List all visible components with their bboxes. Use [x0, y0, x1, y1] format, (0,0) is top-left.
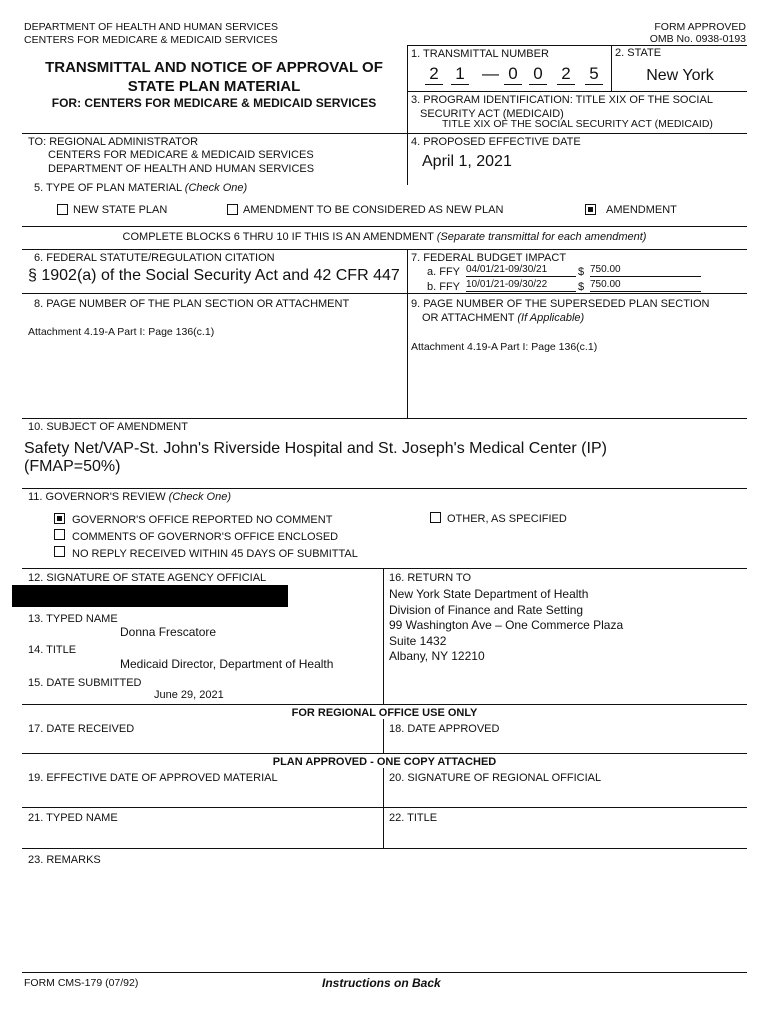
- rule: [22, 226, 747, 227]
- federal-statute-value[interactable]: § 1902(a) of the Social Security Act and 42 CFR 447: [28, 267, 400, 284]
- transmittal-digit: 2: [429, 64, 439, 83]
- dept-line-1: DEPARTMENT OF HEALTH AND HUMAN SERVICES: [24, 21, 278, 33]
- return-to-line: 99 Washington Ave – One Commerce Plaza: [389, 618, 624, 632]
- return-to-line: Suite 1432: [389, 633, 447, 648]
- new-state-plan-label: NEW STATE PLAN: [73, 204, 168, 216]
- form-title-line-3: FOR: CENTERS FOR MEDICARE & MEDICAID SERVICES: [51, 96, 377, 110]
- digit-underline: [529, 84, 547, 85]
- ffy-b-prefix: b. FFY: [427, 281, 461, 293]
- transmittal-digit: 1: [455, 64, 465, 83]
- no-comment-label: GOVERNOR'S OFFICE REPORTED NO COMMENT: [72, 514, 333, 526]
- plan-page-value[interactable]: Attachment 4.19-A Part I: Page 136(c.1): [28, 326, 215, 338]
- digit-underline: [585, 84, 603, 85]
- program-id-value[interactable]: TITLE XIX OF THE SOCIAL SECURITY ACT (MEDICAID): [442, 118, 713, 130]
- omb-number: OMB No. 0938-0193: [649, 33, 746, 45]
- amendment-new-plan-label: AMENDMENT TO BE CONSIDERED AS NEW PLAN: [243, 204, 504, 216]
- digit-underline: [425, 84, 443, 85]
- dollar-sign: $: [578, 266, 585, 278]
- comments-enclosed-label: COMMENTS OF GOVERNOR'S OFFICE ENCLOSED: [72, 531, 339, 543]
- transmittal-digit: 5: [589, 64, 599, 83]
- rule: [22, 753, 747, 754]
- redacted-signature: [12, 585, 288, 607]
- regional-signature-label: 20. SIGNATURE OF REGIONAL OFFICIAL: [389, 772, 602, 784]
- approved-effective-date-label: 19. EFFECTIVE DATE OF APPROVED MATERIAL: [28, 772, 278, 784]
- subject-value-line-1[interactable]: Safety Net/VAP-St. John's Riverside Hospital and St. Joseph's Medical Center (IP): [24, 440, 607, 457]
- complete-blocks-note: (Separate transmittal for each amendment): [436, 231, 647, 243]
- state-label: 2. STATE: [615, 47, 662, 59]
- rule: [383, 568, 384, 704]
- to-line-3: DEPARTMENT OF HEALTH AND HUMAN SERVICES: [48, 163, 315, 175]
- plan-page-label: 8. PAGE NUMBER OF THE PLAN SECTION OR ATTACHMENT: [34, 298, 350, 310]
- superseded-page-label-2: OR ATTACHMENT: [422, 312, 515, 324]
- other-specified-label: OTHER, AS SPECIFIED: [447, 513, 567, 525]
- transmittal-digit: 0: [508, 64, 518, 83]
- date-submitted-value[interactable]: June 29, 2021: [154, 689, 224, 701]
- governor-review-label: 11. GOVERNOR'S REVIEW: [28, 491, 166, 503]
- date-approved-label: 18. DATE APPROVED: [389, 723, 500, 735]
- rule: [22, 848, 747, 849]
- transmittal-digit: 0: [533, 64, 543, 83]
- governor-review-note: (Check One): [168, 491, 232, 503]
- subject-value-line-2[interactable]: (FMAP=50%): [24, 458, 121, 475]
- no-reply-label: NO REPLY RECEIVED WITHIN 45 DAYS OF SUBMITTAL: [72, 548, 358, 560]
- dept-line-2: CENTERS FOR MEDICARE & MEDICAID SERVICES: [24, 34, 278, 46]
- ffy-a-amount[interactable]: 750.00: [590, 264, 701, 277]
- typed-name-value[interactable]: Donna Frescatore: [120, 625, 217, 639]
- return-to-address[interactable]: [389, 587, 623, 665]
- amendment-label: AMENDMENT: [606, 204, 677, 216]
- transmittal-number-label: 1. TRANSMITTAL NUMBER: [411, 48, 549, 60]
- rule: [22, 133, 747, 134]
- return-to-line: Division of Finance and Rate Setting: [389, 602, 584, 617]
- instructions-on-back: Instructions on Back: [322, 976, 441, 990]
- plan-type-note: (Check One): [184, 182, 248, 194]
- budget-impact-label: 7. FEDERAL BUDGET IMPACT: [411, 252, 567, 264]
- comments-enclosed-checkbox[interactable]: [54, 529, 65, 540]
- state-value[interactable]: New York: [646, 67, 714, 84]
- regional-title-label: 22. TITLE: [389, 812, 438, 824]
- digit-underline: [557, 84, 575, 85]
- title-value[interactable]: Medicaid Director, Department of Health: [120, 657, 334, 671]
- digit-underline: [504, 84, 522, 85]
- signature-label: 12. SIGNATURE OF STATE AGENCY OFFICIAL: [28, 572, 267, 584]
- other-specified-checkbox[interactable]: [430, 512, 441, 523]
- date-submitted-label: 15. DATE SUBMITTED: [28, 677, 142, 689]
- superseded-page-value[interactable]: Attachment 4.19-A Part I: Page 136(c.1): [411, 341, 598, 353]
- regional-typed-name-label: 21. TYPED NAME: [28, 812, 118, 824]
- rule: [383, 719, 384, 753]
- no-comment-checkbox[interactable]: [54, 513, 65, 524]
- effective-date-value[interactable]: April 1, 2021: [422, 153, 512, 170]
- ffy-b-period[interactable]: 10/01/21-09/30/22: [466, 279, 576, 292]
- rule: [611, 45, 612, 91]
- rule: [22, 972, 747, 973]
- form-approved: FORM APPROVED: [654, 21, 746, 33]
- date-received-label: 17. DATE RECEIVED: [28, 723, 135, 735]
- plan-approved-heading: PLAN APPROVED - ONE COPY ATTACHED: [272, 756, 497, 768]
- remarks-label: 23. REMARKS: [28, 854, 101, 866]
- subject-label: 10. SUBJECT OF AMENDMENT: [28, 421, 188, 433]
- plan-type-label: 5. TYPE OF PLAN MATERIAL: [34, 182, 182, 194]
- rule: [22, 249, 747, 250]
- federal-statute-label: 6. FEDERAL STATUTE/REGULATION CITATION: [34, 252, 275, 264]
- amendment-new-plan-checkbox[interactable]: [227, 204, 238, 215]
- superseded-page-note: (If Applicable): [517, 312, 585, 324]
- rule: [407, 45, 747, 46]
- to-line-1: TO: REGIONAL ADMINISTRATOR: [28, 136, 199, 148]
- rule: [22, 293, 747, 294]
- dollar-sign: $: [578, 281, 585, 293]
- new-state-plan-checkbox[interactable]: [57, 204, 68, 215]
- ffy-a-period[interactable]: 04/01/21-09/30/21: [466, 264, 576, 277]
- to-line-2: CENTERS FOR MEDICARE & MEDICAID SERVICES: [48, 149, 314, 161]
- effective-date-label: 4. PROPOSED EFFECTIVE DATE: [411, 136, 581, 148]
- complete-blocks-text: COMPLETE BLOCKS 6 THRU 10 IF THIS IS AN AMENDMENT: [122, 231, 434, 243]
- digit-underline: [451, 84, 469, 85]
- form-id: FORM CMS-179 (07/92): [24, 977, 139, 989]
- regional-office-heading: FOR REGIONAL OFFICE USE ONLY: [291, 707, 478, 719]
- program-id-label-1: 3. PROGRAM IDENTIFICATION: TITLE XIX OF THE SOCIAL: [411, 94, 713, 106]
- return-to-line: New York State Department of Health: [389, 587, 589, 601]
- rule: [407, 249, 408, 418]
- return-to-label: 16. RETURN TO: [389, 572, 472, 584]
- form-title-line-2: STATE PLAN MATERIAL: [127, 78, 301, 95]
- amendment-checkbox[interactable]: [585, 204, 596, 215]
- title-label: 14. TITLE: [28, 644, 77, 656]
- rule: [22, 807, 747, 808]
- transmittal-digit: —: [482, 64, 499, 83]
- ffy-b-amount[interactable]: 750.00: [590, 279, 701, 292]
- rule: [407, 91, 747, 92]
- rule: [383, 768, 384, 848]
- return-to-line: Albany, NY 12210: [389, 649, 485, 663]
- typed-name-label: 13. TYPED NAME: [28, 613, 118, 625]
- rule: [407, 45, 408, 185]
- ffy-a-prefix: a. FFY: [427, 266, 461, 278]
- no-reply-checkbox[interactable]: [54, 546, 65, 557]
- program-id-label-2: SECURITY ACT (MEDICAID): [420, 108, 564, 120]
- form-title-line-1: TRANSMITTAL AND NOTICE OF APPROVAL OF: [45, 59, 383, 76]
- rule: [22, 568, 747, 569]
- transmittal-digit: 2: [561, 64, 571, 83]
- rule: [22, 488, 747, 489]
- rule: [22, 418, 747, 419]
- superseded-page-label-1: 9. PAGE NUMBER OF THE SUPERSEDED PLAN SECTION: [411, 298, 710, 310]
- rule: [22, 704, 747, 705]
